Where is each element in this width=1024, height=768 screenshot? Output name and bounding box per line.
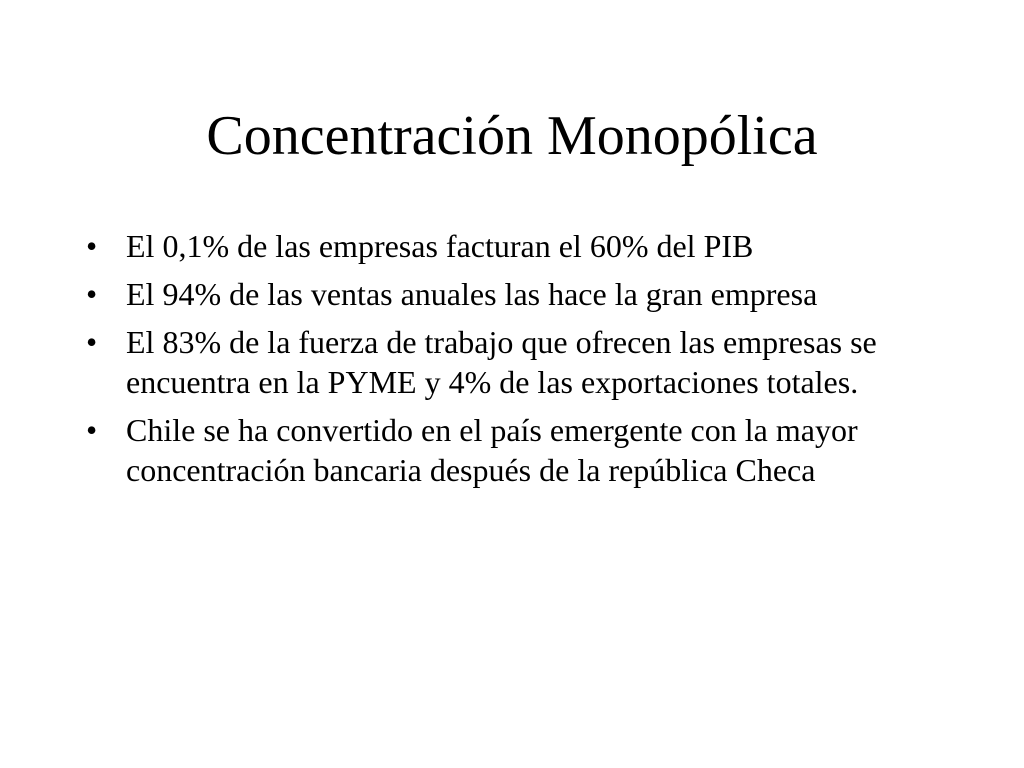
bullet-text-1: El 0,1% de las empresas facturan el 60% del PIB [126, 228, 754, 264]
bullet-item-4 [86, 410, 946, 490]
bullet-item-2 [86, 274, 946, 314]
bullet-icon: • [86, 324, 98, 360]
bullet-item-1 [86, 226, 946, 266]
slide-title: Concentración Monopólica [206, 105, 818, 167]
bullet-icon: • [86, 228, 98, 264]
bullet-icon: • [86, 276, 98, 312]
bullet-icon: • [86, 412, 98, 448]
bullet-text-4: Chile se ha convertido en el país emergente con la mayor concentración bancaria después de la república Checa [126, 412, 858, 488]
bullet-list [86, 226, 946, 498]
bullet-item-3 [86, 322, 946, 402]
bullet-text-3: El 83% de la fuerza de trabajo que ofrecen las empresas se encuentra en la PYME y 4% de las exportaciones totales. [126, 324, 877, 400]
bullet-text-2: El 94% de las ventas anuales las hace la gran empresa [126, 276, 818, 312]
